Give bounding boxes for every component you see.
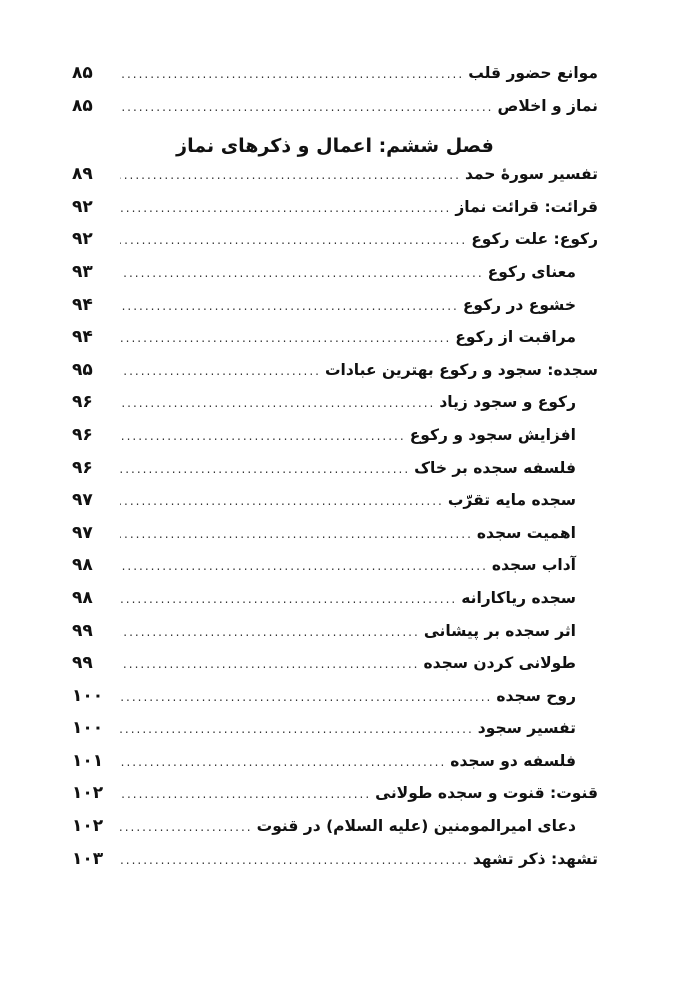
- toc-entry-page: ۹۴: [72, 294, 93, 315]
- toc-entry[interactable]: [72, 63, 598, 96]
- toc-entry[interactable]: [72, 295, 598, 328]
- dot-leader: [120, 462, 410, 476]
- toc-entry-title: سجده: سجود و رکوع بهترین عبادات: [324, 360, 598, 379]
- toc-entry-page: ۹۲: [72, 196, 93, 217]
- toc-entry-page: ۹۹: [72, 653, 93, 674]
- dot-leader: [120, 755, 446, 769]
- toc-entry-title: دعای امیرالمومنین (علیه السلام) در قنوت: [256, 817, 576, 836]
- toc-entry-title: معنای رکوع: [487, 262, 576, 281]
- dot-leader: [120, 592, 457, 606]
- toc-entry[interactable]: [72, 392, 598, 425]
- toc-entry[interactable]: [72, 523, 598, 556]
- dot-leader: [120, 168, 461, 182]
- toc-entry-page: ۱۰۰: [72, 718, 104, 739]
- toc-entry-page: ۹۶: [72, 457, 93, 478]
- toc-entry[interactable]: [72, 783, 598, 816]
- dot-leader: [120, 233, 467, 247]
- toc-entry-title: قنوت: قنوت و سجده طولانی: [375, 784, 598, 803]
- toc-entry-title: تشهد: ذکر تشهد: [472, 849, 598, 868]
- toc-entry-title: خشوع در رکوع: [462, 295, 576, 314]
- toc-entry-title: سجده ریاکارانه: [461, 588, 576, 607]
- toc-entry[interactable]: [72, 621, 598, 654]
- toc-entry-page: ۹۴: [72, 327, 93, 348]
- toc-entry[interactable]: [72, 96, 598, 129]
- toc-entry-title: تفسیر سورۀ حمد: [464, 165, 598, 184]
- toc-entry-page: ۱۰۱: [72, 750, 104, 771]
- toc-entry[interactable]: [72, 360, 598, 393]
- toc-entry-page: ۹۶: [72, 392, 93, 413]
- toc-entry[interactable]: [72, 718, 598, 751]
- toc-entry[interactable]: [72, 653, 598, 686]
- dot-leader: [120, 527, 473, 541]
- toc-entry-page: ۹۲: [72, 229, 93, 250]
- dot-leader: [120, 67, 464, 81]
- toc-entry-page: ۱۰۰: [72, 685, 104, 706]
- toc-entry[interactable]: [72, 425, 598, 458]
- dot-leader: [120, 266, 484, 280]
- toc-entry-title: افزایش سجود و رکوع: [409, 425, 576, 444]
- toc-entry[interactable]: [72, 490, 598, 523]
- toc-entry-title: رکوع و سجود زیاد: [439, 393, 576, 412]
- toc-entry[interactable]: [72, 751, 598, 784]
- toc-entry[interactable]: [72, 458, 598, 491]
- toc-entry-page: ۹۳: [72, 261, 93, 282]
- toc-entry-title: طولانی کردن سجده: [423, 654, 576, 673]
- toc-entry-page: ۹۵: [72, 359, 93, 380]
- toc-entry-page: ۸۵: [72, 95, 93, 116]
- toc-entry[interactable]: [72, 262, 598, 295]
- toc-entry[interactable]: [72, 588, 598, 621]
- chapter-heading: فصل ششم: اعمال و ذکرهای نماز: [176, 135, 494, 158]
- dot-leader: [120, 625, 420, 639]
- toc-entry-page: ۹۸: [72, 587, 93, 608]
- dot-leader: [120, 722, 474, 736]
- dot-leader: [120, 100, 494, 114]
- toc-entry-title: موانع حضور قلب: [468, 64, 598, 82]
- dot-leader: [120, 299, 459, 313]
- dot-leader: [120, 820, 253, 834]
- dot-leader: [120, 559, 488, 573]
- toc-entry[interactable]: [72, 816, 598, 849]
- toc-entry[interactable]: [72, 197, 598, 230]
- toc-entry-title: فلسفه دو سجده: [450, 751, 576, 770]
- toc-entry-title: نماز و اخلاص: [497, 96, 598, 115]
- toc-entry-title: فلسفه سجده بر خاک: [414, 458, 576, 477]
- toc-entry-title: تفسیر سجود: [477, 719, 576, 738]
- toc-entry-page: ۸۹: [72, 164, 93, 185]
- toc-entry-page: ۱۰۳: [72, 848, 104, 869]
- toc-entry[interactable]: [72, 327, 598, 360]
- dot-leader: [120, 364, 321, 378]
- dot-leader: [120, 396, 435, 410]
- toc-entry-title: اهمیت سجده: [476, 523, 576, 542]
- toc-entry-page: ۱۰۲: [72, 816, 104, 837]
- toc-entry-title: رکوع: علت رکوع: [471, 230, 598, 249]
- dot-leader: [120, 853, 469, 867]
- toc-entry-page: ۹۷: [72, 522, 93, 543]
- dot-leader: [120, 787, 371, 801]
- table-of-contents: [72, 63, 598, 881]
- dot-leader: [120, 494, 444, 508]
- toc-entry[interactable]: [72, 229, 598, 262]
- toc-entry[interactable]: [72, 849, 598, 882]
- toc-entry[interactable]: [72, 686, 598, 719]
- toc-entry-title: مراقبت از رکوع: [455, 328, 576, 347]
- toc-entry-page: ۸۵: [72, 63, 93, 83]
- toc-entry-title: اثر سجده بر پیشانی: [423, 621, 576, 640]
- dot-leader: [120, 657, 419, 671]
- toc-entry-page: ۹۶: [72, 424, 93, 445]
- toc-entry-page: ۹۹: [72, 620, 93, 641]
- toc-entry-title: روح سجده: [496, 686, 576, 705]
- toc-entry-title: سجده مایه تقرّب: [447, 491, 576, 510]
- toc-entry-title: آداب سجده: [491, 556, 576, 575]
- dot-leader: [120, 201, 451, 215]
- toc-entry-page: ۹۷: [72, 490, 93, 511]
- toc-entry[interactable]: [72, 164, 598, 197]
- toc-entry-page: ۹۸: [72, 555, 93, 576]
- dot-leader: [120, 690, 492, 704]
- toc-entry-page: ۱۰۲: [72, 783, 104, 804]
- dot-leader: [120, 429, 406, 443]
- toc-entry[interactable]: [72, 555, 598, 588]
- dot-leader: [120, 331, 451, 345]
- toc-entry-title: قرائت: قرائت نماز: [455, 197, 598, 216]
